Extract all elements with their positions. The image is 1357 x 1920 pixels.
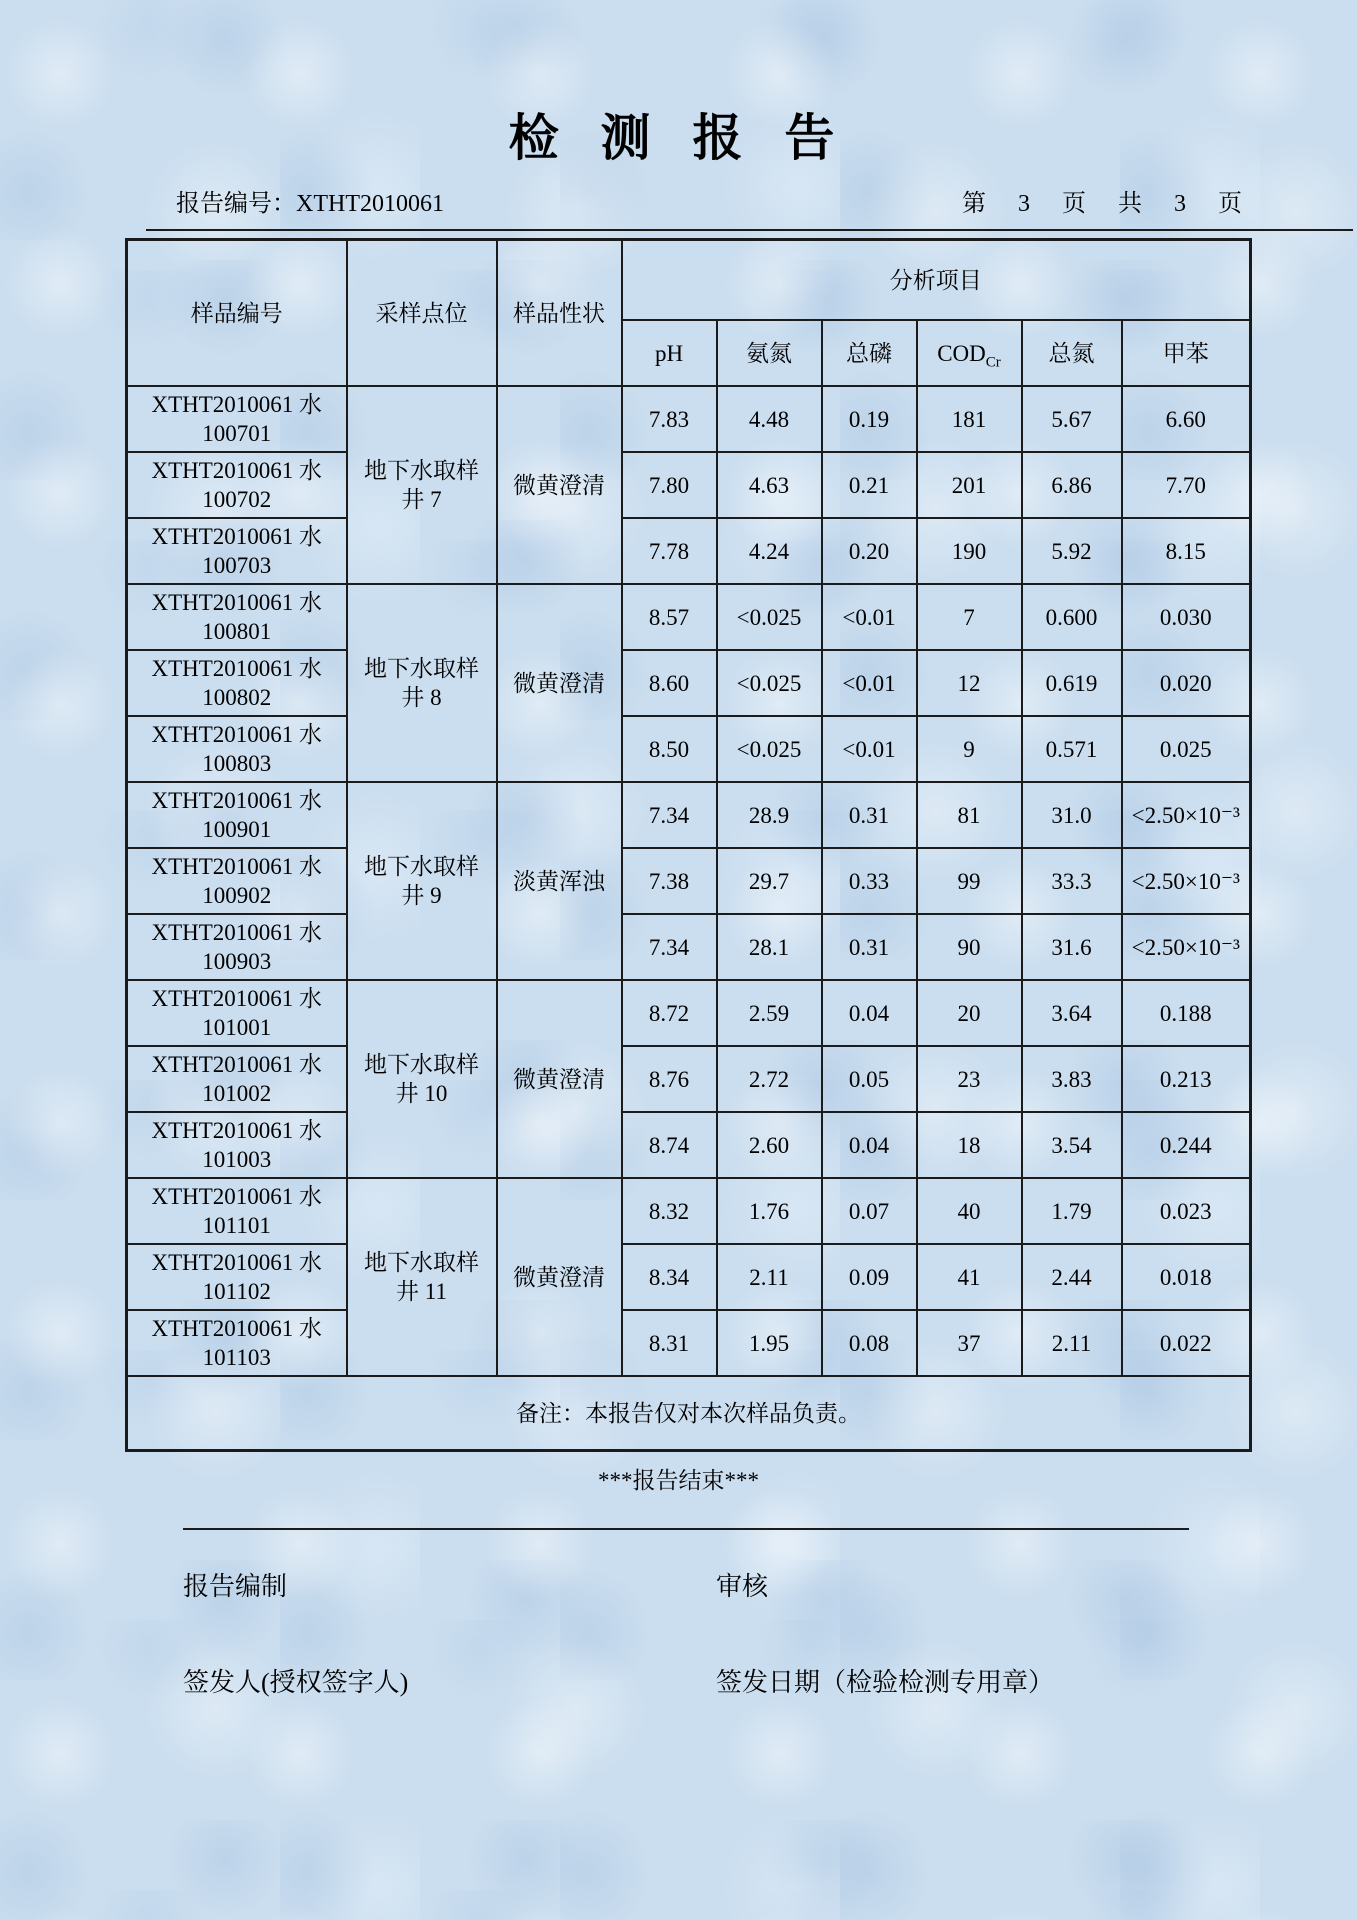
sample-id-line2: 101002 <box>202 1081 272 1106</box>
sample-id-cell <box>127 848 347 914</box>
value-cell-codcr: 90 <box>917 914 1022 980</box>
value-cell-total-phosphorus: 0.33 <box>822 848 917 914</box>
value-cell-ammonia-nitrogen: 4.48 <box>717 386 822 452</box>
value-cell-ph: 8.32 <box>622 1178 717 1244</box>
value-cell-ph: 7.38 <box>622 848 717 914</box>
sample-state-cell: 微黄澄清 <box>497 980 622 1178</box>
sample-state-cell: 淡黄浑浊 <box>497 782 622 980</box>
value-cell-ph: 7.34 <box>622 914 717 980</box>
value-cell-toluene: 6.60 <box>1122 386 1251 452</box>
sample-id-line2: 100803 <box>202 751 272 776</box>
sample-id-line2: 100702 <box>202 487 272 512</box>
value-cell-total-nitrogen: 5.67 <box>1022 386 1122 452</box>
sample-state-cell: 微黄澄清 <box>497 1178 622 1376</box>
table-row <box>127 782 1251 848</box>
value-cell-ph: 7.80 <box>622 452 717 518</box>
table-row <box>127 518 1251 584</box>
sample-id-line1: XTHT2010061 水 <box>151 1118 323 1143</box>
value-cell-ammonia-nitrogen: <0.025 <box>717 584 822 650</box>
value-cell-codcr: 81 <box>917 782 1022 848</box>
sample-id-line1: XTHT2010061 水 <box>151 458 323 483</box>
value-cell-codcr: 40 <box>917 1178 1022 1244</box>
value-cell-total-phosphorus: 0.31 <box>822 782 917 848</box>
sample-id-cell <box>127 1046 347 1112</box>
value-cell-toluene: 0.213 <box>1122 1046 1251 1112</box>
value-cell-toluene: 0.023 <box>1122 1178 1251 1244</box>
sampling-point-line2: 井 9 <box>401 883 442 908</box>
col-header-sampling-point: 采样点位 <box>347 240 497 387</box>
value-cell-ammonia-nitrogen: <0.025 <box>717 716 822 782</box>
sample-id-line2: 100901 <box>202 817 272 842</box>
value-cell-total-nitrogen: 6.86 <box>1022 452 1122 518</box>
value-cell-ammonia-nitrogen: 28.1 <box>717 914 822 980</box>
value-cell-toluene: 0.020 <box>1122 650 1251 716</box>
value-cell-ammonia-nitrogen: 2.59 <box>717 980 822 1046</box>
table-row <box>127 1310 1251 1376</box>
col-header-ph: pH <box>622 320 717 386</box>
value-cell-toluene: 0.188 <box>1122 980 1251 1046</box>
sample-id-line1: XTHT2010061 水 <box>151 920 323 945</box>
value-cell-toluene: <2.50×10⁻³ <box>1122 782 1251 848</box>
value-cell-ph: 8.60 <box>622 650 717 716</box>
sampling-point-cell <box>347 1178 497 1376</box>
sampling-point-cell <box>347 386 497 584</box>
sample-id-line1: XTHT2010061 水 <box>151 854 323 879</box>
col-header-analysis-items: 分析项目 <box>622 240 1251 321</box>
sample-id-cell <box>127 452 347 518</box>
sample-id-line2: 100802 <box>202 685 272 710</box>
table-row <box>127 1112 1251 1178</box>
sample-id-line1: XTHT2010061 水 <box>151 392 323 417</box>
value-cell-codcr: 99 <box>917 848 1022 914</box>
value-cell-ph: 8.34 <box>622 1244 717 1310</box>
sampling-point-line1: 地下水取样 <box>364 1250 479 1275</box>
table-row <box>127 650 1251 716</box>
sample-id-cell <box>127 914 347 980</box>
value-cell-total-nitrogen: 2.11 <box>1022 1310 1122 1376</box>
sample-id-cell <box>127 650 347 716</box>
value-cell-toluene: 0.018 <box>1122 1244 1251 1310</box>
sample-id-line1: XTHT2010061 水 <box>151 1250 323 1275</box>
sample-id-line1: XTHT2010061 水 <box>151 1184 323 1209</box>
page-indicator: 第 3 页 共 3 页 <box>962 191 1242 217</box>
sample-id-cell <box>127 1244 347 1310</box>
table-row <box>127 980 1251 1046</box>
sample-id-line2: 101001 <box>202 1015 272 1040</box>
table-body <box>127 386 1251 1376</box>
note-row <box>127 1376 1251 1451</box>
report-meta-row <box>176 183 1242 218</box>
value-cell-toluene: 0.022 <box>1122 1310 1251 1376</box>
sampling-point-cell <box>347 782 497 980</box>
sample-id-cell <box>127 716 347 782</box>
value-cell-toluene: <2.50×10⁻³ <box>1122 848 1251 914</box>
value-cell-codcr: 7 <box>917 584 1022 650</box>
value-cell-total-phosphorus: <0.01 <box>822 716 917 782</box>
sample-id-line1: XTHT2010061 水 <box>151 1052 323 1077</box>
sample-id-cell <box>127 980 347 1046</box>
signer-label: 签发人(授权签字人) <box>183 1668 409 1697</box>
value-cell-total-nitrogen: 5.92 <box>1022 518 1122 584</box>
sampling-point-line2: 井 10 <box>395 1081 448 1106</box>
value-cell-total-nitrogen: 3.54 <box>1022 1112 1122 1178</box>
value-cell-ph: 8.57 <box>622 584 717 650</box>
value-cell-ph: 8.76 <box>622 1046 717 1112</box>
value-cell-toluene: 8.15 <box>1122 518 1251 584</box>
sample-id-line1: XTHT2010061 水 <box>151 656 323 681</box>
col-header-sample-id: 样品编号 <box>127 240 347 387</box>
table-row <box>127 848 1251 914</box>
sample-id-cell <box>127 584 347 650</box>
table-row <box>127 584 1251 650</box>
value-cell-codcr: 20 <box>917 980 1022 1046</box>
table-row <box>127 716 1251 782</box>
value-cell-total-phosphorus: 0.09 <box>822 1244 917 1310</box>
sample-id-line2: 101101 <box>202 1213 271 1238</box>
value-cell-ammonia-nitrogen: <0.025 <box>717 650 822 716</box>
value-cell-total-phosphorus: <0.01 <box>822 650 917 716</box>
value-cell-ph: 8.50 <box>622 716 717 782</box>
sample-id-line2: 101003 <box>202 1147 272 1172</box>
table-row <box>127 1178 1251 1244</box>
sample-id-cell <box>127 1310 347 1376</box>
sample-id-line2: 100903 <box>202 949 272 974</box>
report-table <box>125 238 1252 1452</box>
codcr-main: COD <box>937 340 986 366</box>
value-cell-total-phosphorus: 0.07 <box>822 1178 917 1244</box>
value-cell-total-phosphorus: 0.19 <box>822 386 917 452</box>
sample-id-line1: XTHT2010061 水 <box>151 986 323 1011</box>
sample-id-line2: 100801 <box>202 619 272 644</box>
value-cell-total-nitrogen: 3.83 <box>1022 1046 1122 1112</box>
col-header-sample-state: 样品性状 <box>497 240 622 387</box>
sample-id-line1: XTHT2010061 水 <box>151 788 323 813</box>
value-cell-ph: 7.78 <box>622 518 717 584</box>
value-cell-total-nitrogen: 33.3 <box>1022 848 1122 914</box>
value-cell-total-nitrogen: 0.571 <box>1022 716 1122 782</box>
value-cell-ph: 7.34 <box>622 782 717 848</box>
value-cell-ammonia-nitrogen: 29.7 <box>717 848 822 914</box>
prepared-by-label: 报告编制 <box>183 1572 288 1601</box>
table-row <box>127 1244 1251 1310</box>
sampling-point-cell <box>347 584 497 782</box>
issue-date-label: 签发日期（检验检测专用章） <box>716 1668 1055 1697</box>
page-title: 检 测 报 告 <box>508 110 849 166</box>
col-header-codcr <box>917 320 1022 386</box>
sample-state-cell: 微黄澄清 <box>497 584 622 782</box>
value-cell-toluene: <2.50×10⁻³ <box>1122 914 1251 980</box>
sample-state-cell: 微黄澄清 <box>497 386 622 584</box>
sample-id-line1: XTHT2010061 水 <box>151 590 323 615</box>
sample-id-cell <box>127 1178 347 1244</box>
table-row <box>127 452 1251 518</box>
value-cell-ammonia-nitrogen: 28.9 <box>717 782 822 848</box>
sample-id-cell <box>127 782 347 848</box>
value-cell-codcr: 23 <box>917 1046 1022 1112</box>
sampling-point-line1: 地下水取样 <box>364 458 479 483</box>
value-cell-ammonia-nitrogen: 4.24 <box>717 518 822 584</box>
col-header-toluene: 甲苯 <box>1122 320 1251 386</box>
table-header-row-1 <box>127 240 1251 321</box>
sampling-point-cell <box>347 980 497 1178</box>
col-header-total-phosphorus: 总磷 <box>822 320 917 386</box>
sample-id-line2: 100902 <box>202 883 272 908</box>
sample-id-line2: 101103 <box>202 1345 271 1370</box>
value-cell-toluene: 0.025 <box>1122 716 1251 782</box>
value-cell-codcr: 41 <box>917 1244 1022 1310</box>
sample-id-cell <box>127 386 347 452</box>
value-cell-toluene: 0.244 <box>1122 1112 1251 1178</box>
value-cell-total-phosphorus: <0.01 <box>822 584 917 650</box>
value-cell-ammonia-nitrogen: 1.76 <box>717 1178 822 1244</box>
sampling-point-line2: 井 7 <box>401 487 442 512</box>
value-cell-ph: 8.31 <box>622 1310 717 1376</box>
sampling-point-line1: 地下水取样 <box>364 854 479 879</box>
value-cell-total-phosphorus: 0.20 <box>822 518 917 584</box>
value-cell-total-phosphorus: 0.04 <box>822 1112 917 1178</box>
table-row <box>127 386 1251 452</box>
value-cell-toluene: 7.70 <box>1122 452 1251 518</box>
sample-id-cell <box>127 1112 347 1178</box>
value-cell-toluene: 0.030 <box>1122 584 1251 650</box>
report-number-value: XTHT2010061 <box>296 191 444 217</box>
sample-id-line2: 100701 <box>202 421 272 446</box>
note-cell: 备注：本报告仅对本次样品负责。 <box>127 1376 1251 1451</box>
value-cell-codcr: 12 <box>917 650 1022 716</box>
sample-id-cell <box>127 518 347 584</box>
report-number-label: 报告编号： <box>176 191 296 217</box>
report-number <box>176 183 444 218</box>
sampling-point-line2: 井 8 <box>401 685 442 710</box>
value-cell-ph: 8.72 <box>622 980 717 1046</box>
value-cell-codcr: 37 <box>917 1310 1022 1376</box>
value-cell-ammonia-nitrogen: 2.11 <box>717 1244 822 1310</box>
value-cell-ammonia-nitrogen: 4.63 <box>717 452 822 518</box>
table-row <box>127 914 1251 980</box>
header-rule <box>146 229 1353 231</box>
value-cell-total-phosphorus: 0.21 <box>822 452 917 518</box>
sample-id-line1: XTHT2010061 水 <box>151 1316 323 1341</box>
value-cell-codcr: 18 <box>917 1112 1022 1178</box>
sampling-point-line1: 地下水取样 <box>364 1052 479 1077</box>
value-cell-codcr: 190 <box>917 518 1022 584</box>
sampling-point-line1: 地下水取样 <box>364 656 479 681</box>
value-cell-codcr: 181 <box>917 386 1022 452</box>
value-cell-ammonia-nitrogen: 1.95 <box>717 1310 822 1376</box>
value-cell-total-nitrogen: 3.64 <box>1022 980 1122 1046</box>
value-cell-total-phosphorus: 0.31 <box>822 914 917 980</box>
sampling-point-line2: 井 11 <box>396 1279 447 1304</box>
table-note-body <box>127 1376 1251 1451</box>
value-cell-total-nitrogen: 31.0 <box>1022 782 1122 848</box>
sample-id-line1: XTHT2010061 水 <box>151 722 323 747</box>
value-cell-codcr: 201 <box>917 452 1022 518</box>
value-cell-ph: 7.83 <box>622 386 717 452</box>
col-header-ammonia-nitrogen: 氨氮 <box>717 320 822 386</box>
value-cell-ph: 8.74 <box>622 1112 717 1178</box>
table-row <box>127 1046 1251 1112</box>
value-cell-total-phosphorus: 0.04 <box>822 980 917 1046</box>
signature-rule <box>183 1528 1189 1530</box>
value-cell-total-nitrogen: 0.619 <box>1022 650 1122 716</box>
value-cell-total-nitrogen: 1.79 <box>1022 1178 1122 1244</box>
value-cell-total-nitrogen: 0.600 <box>1022 584 1122 650</box>
value-cell-ammonia-nitrogen: 2.60 <box>717 1112 822 1178</box>
value-cell-codcr: 9 <box>917 716 1022 782</box>
value-cell-total-nitrogen: 2.44 <box>1022 1244 1122 1310</box>
codcr-subscript: Cr <box>985 354 1001 371</box>
col-header-total-nitrogen: 总氮 <box>1022 320 1122 386</box>
value-cell-total-phosphorus: 0.05 <box>822 1046 917 1112</box>
value-cell-total-nitrogen: 31.6 <box>1022 914 1122 980</box>
sample-id-line1: XTHT2010061 水 <box>151 524 323 549</box>
sample-id-line2: 100703 <box>202 553 272 578</box>
value-cell-ammonia-nitrogen: 2.72 <box>717 1046 822 1112</box>
report-end-text: ***报告结束*** <box>598 1468 759 1493</box>
value-cell-total-phosphorus: 0.08 <box>822 1310 917 1376</box>
review-label: 审核 <box>716 1572 769 1601</box>
sample-id-line2: 101102 <box>202 1279 271 1304</box>
